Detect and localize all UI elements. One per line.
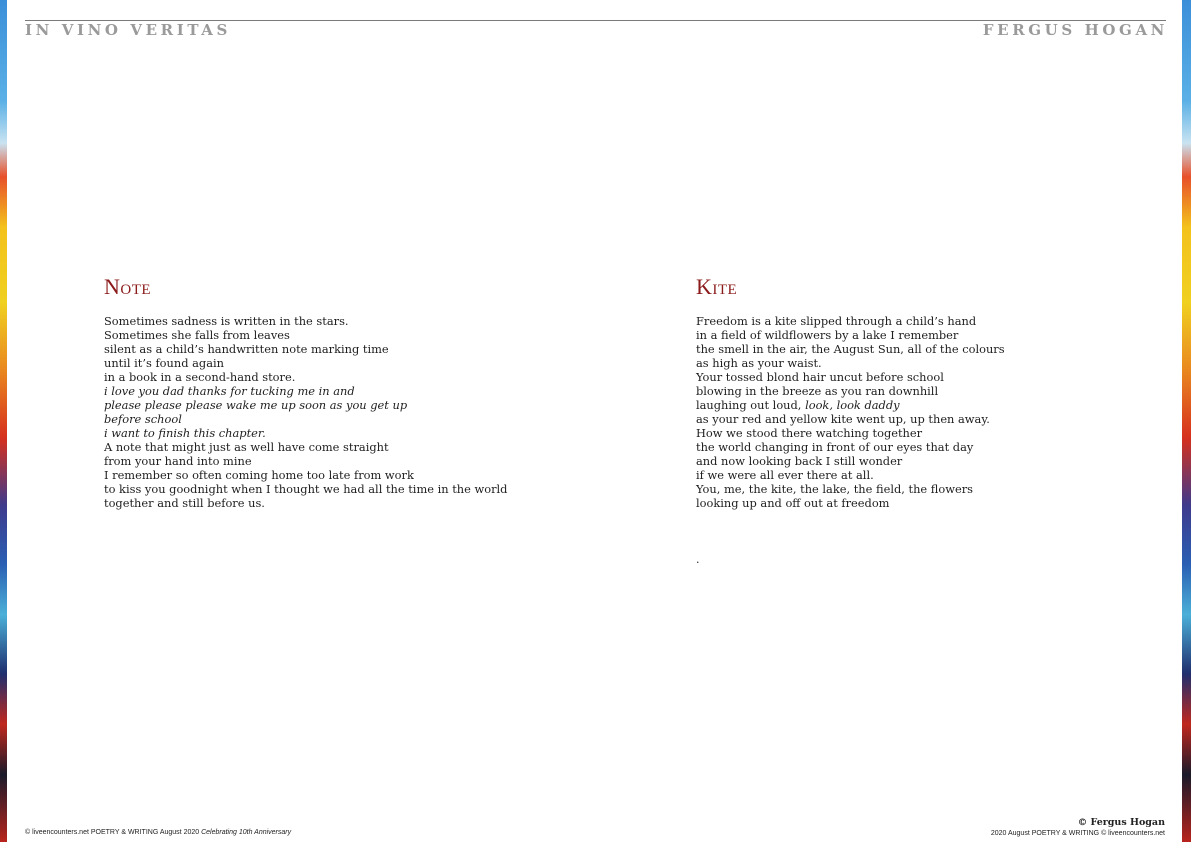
decorative-left-border [0,0,7,842]
poem-line-text: silent as a child’s handwritten note marking time [104,342,389,356]
footer-left [25,829,291,836]
poem-line-text: i want to finish this chapter. [104,426,266,440]
poem-line [696,440,1005,454]
stray-dot: . [696,553,700,566]
poem-body [696,314,1005,510]
poem-line-text: blowing in the breeze as you ran downhill [696,384,939,398]
poem-line [696,342,1005,356]
poem-line [104,440,507,454]
poem-line-text: Freedom is a kite slipped through a child’s hand [696,314,977,328]
poem-line-text: the world changing in front of our eyes that day [696,440,974,454]
poem-line [104,356,507,370]
poem-title: Note [104,274,152,299]
poem-line [696,328,1005,342]
footer-author-credit: © Fergus Hogan [1077,817,1165,828]
poem-line [104,398,507,412]
footer-right-text: 2020 August POETRY & WRITING © liveencounters.net [990,830,1165,837]
poem-line [104,496,507,510]
poem-line-text: please please please wake me up soon as you get up [104,398,408,412]
poem-line [696,454,1005,468]
poem-line-text: as your red and yellow kite went up, up then away. [696,412,990,426]
poem-line-text: the smell in the air, the August Sun, all of the colours [696,342,1005,356]
poem-line [696,314,1005,328]
footer-left-italic: Celebrating 10th Anniversary [201,829,292,836]
poem-line [104,314,507,328]
poem-line [104,370,507,384]
poem-line-text: How we stood there watching together [696,426,923,440]
poem-line-italic-text: look, look daddy [805,398,900,412]
poem-line [104,482,507,496]
poem-line-text: I remember so often coming home too late from work [104,468,414,482]
poem-line-text: and now looking back I still wonder [696,454,903,468]
poem-kite [696,274,1005,510]
poem-line-text: i love you dad thanks for tucking me in and [104,384,355,398]
poem-line [104,426,507,440]
poem-line-text: laughing out loud, [696,398,806,412]
poem-line-text: You, me, the kite, the lake, the field, the flowers [696,482,974,496]
poem-line-text: in a field of wildflowers by a lake I remember [696,328,959,342]
poem-line-text: until it’s found again [104,356,224,370]
author-running-head: FERGUS HOGAN [982,21,1168,39]
poem-line-text: together and still before us. [104,496,265,510]
poem-line [104,328,507,342]
poem-line [696,496,1005,510]
poem-line-text: Sometimes she falls from leaves [104,328,290,342]
poem-line-text: A note that might just as well have come straight [104,440,389,454]
poem-line [104,412,507,426]
poem-line [696,356,1005,370]
poem-line-text: if we were all ever there at all. [696,468,874,482]
poem-line-text: to kiss you goodnight when I thought we had all the time in the world [104,482,508,496]
poem-line [104,384,507,398]
magazine-section-title: IN VINO VERITAS [25,21,231,39]
footer-left-text: © liveencounters.net POETRY & WRITING August 2020 [25,829,202,836]
poem-line [104,454,507,468]
poem-line-text: looking up and off out at freedom [696,496,890,510]
poem-line [696,412,1005,426]
poem-line [696,426,1005,440]
poem-note [104,274,507,510]
poem-line-text: as high as your waist. [696,356,822,370]
poem-line [696,398,1005,412]
poem-line-text: in a book in a second-hand store. [104,370,296,384]
poem-line-text: Your tossed blond hair uncut before school [696,370,944,384]
poem-line [104,468,507,482]
poem-body [104,314,507,510]
poem-line [104,342,507,356]
decorative-right-border [1182,0,1191,842]
poem-line [696,370,1005,384]
poem-line-text: from your hand into mine [104,454,252,468]
poem-title: Kite [696,274,738,299]
poem-line-text: before school [104,412,182,426]
poem-line [696,468,1005,482]
poem-line [696,482,1005,496]
poem-line-text: Sometimes sadness is written in the stars. [104,314,349,328]
poem-line [696,384,1005,398]
